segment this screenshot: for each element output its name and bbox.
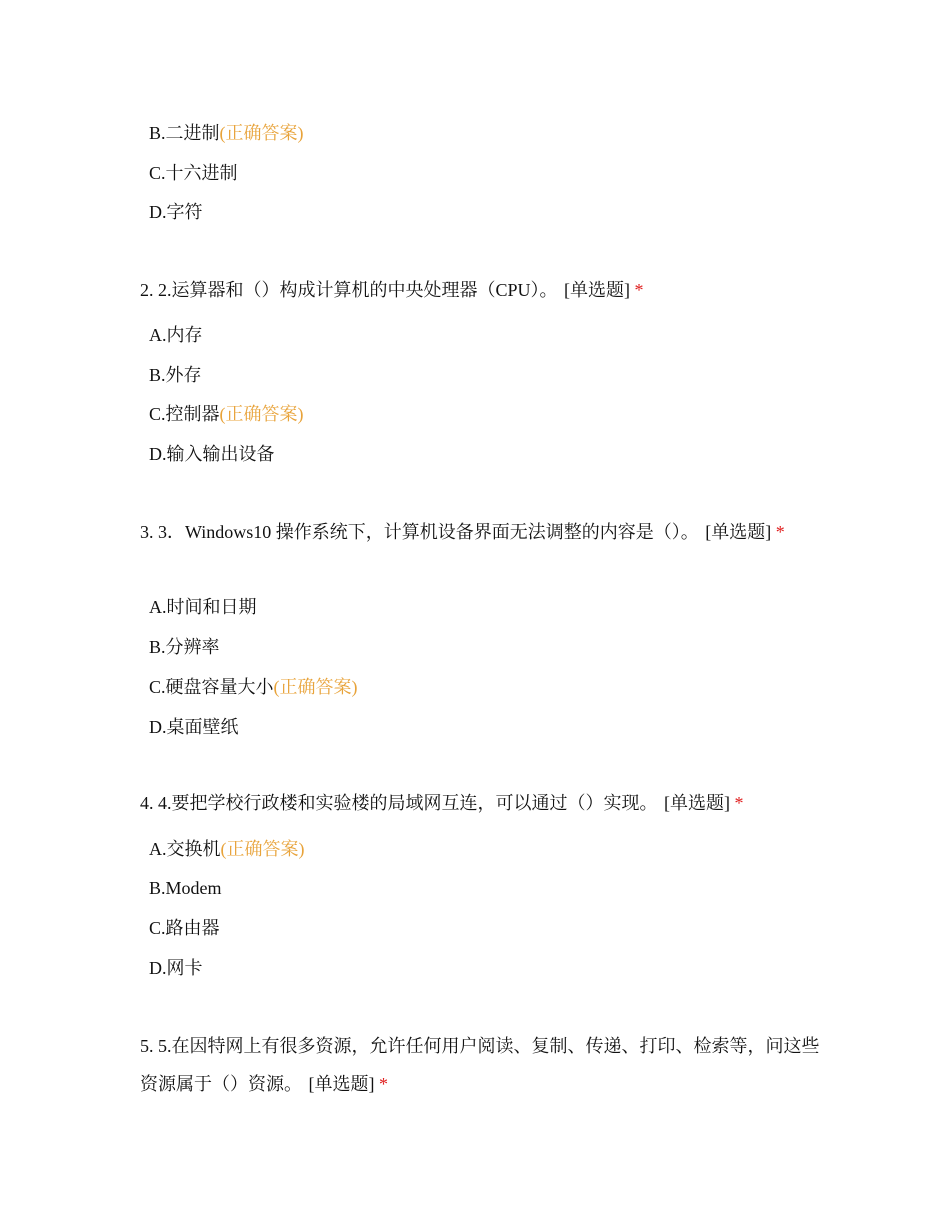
question-text: 2.运算器和（）构成计算机的中央处理器（CPU）。 [158, 280, 558, 300]
q4-option-b [149, 876, 222, 900]
question-4-title [140, 784, 820, 822]
option-letter: B. [149, 637, 166, 657]
option-letter: C. [149, 918, 166, 938]
question-3-title [140, 513, 820, 551]
q2-option-a [149, 323, 203, 347]
option-text: 交换机 [166, 839, 221, 859]
q2-option-c [149, 402, 304, 426]
question-type: [单选题] [664, 793, 730, 813]
option-letter: C. [149, 404, 166, 424]
correct-answer-marker: (正确答案) [219, 404, 304, 424]
option-text: 输入输出设备 [166, 444, 275, 464]
question-number: 5. [140, 1036, 158, 1056]
option-letter: B. [149, 878, 166, 898]
question-number: 3. [140, 522, 158, 542]
question-type: [单选题] [564, 280, 631, 300]
option-text: 十六进制 [165, 163, 238, 183]
option-text: 字符 [166, 202, 203, 222]
q3-option-b [149, 635, 220, 659]
q4-option-d [149, 956, 203, 980]
option-letter: D. [149, 444, 167, 464]
option-text: 路由器 [165, 918, 220, 938]
required-marker: * [634, 280, 644, 300]
option-text: 分辨率 [165, 637, 220, 657]
option-text: 网卡 [166, 958, 203, 978]
question-type: [单选题] [705, 522, 772, 542]
option-text: 时间和日期 [166, 597, 257, 617]
required-marker: * [775, 522, 785, 542]
q1-option-d [149, 200, 203, 224]
option-text: 桌面壁纸 [166, 717, 239, 737]
option-letter: D. [149, 202, 167, 222]
option-text: 内存 [166, 325, 203, 345]
q2-option-b [149, 363, 202, 387]
option-text: Modem [165, 878, 222, 898]
q1-option-c [149, 161, 238, 185]
q3-option-a [149, 595, 257, 619]
question-number: 2. [140, 280, 158, 300]
option-text: 外存 [165, 365, 202, 385]
option-letter: C. [149, 677, 166, 697]
required-marker: * [734, 793, 744, 813]
q3-option-d [149, 715, 239, 739]
question-text: 3．Windows10 操作系统下，计算机设备界面无法调整的内容是（）。 [158, 522, 699, 542]
option-letter: A. [149, 597, 167, 617]
question-text: 5.在因特网上有很多资源，允许任何用户阅读、复制、传递、打印、检索等，问这些资源属于（）资源。 [140, 1036, 820, 1094]
option-letter: A. [149, 839, 167, 859]
option-letter: C. [149, 163, 166, 183]
option-text: 二进制 [165, 123, 220, 143]
option-letter: B. [149, 365, 166, 385]
q3-option-c [149, 675, 358, 699]
question-type: [单选题] [308, 1074, 375, 1094]
option-text: 硬盘容量大小 [165, 677, 274, 697]
q4-option-c [149, 916, 220, 940]
option-letter: A. [149, 325, 167, 345]
question-text: 4.要把学校行政楼和实验楼的局域网互连，可以通过（）实现。 [158, 793, 658, 813]
correct-answer-marker: (正确答案) [220, 839, 305, 859]
question-number: 4. [140, 793, 158, 813]
correct-answer-marker: (正确答案) [219, 123, 304, 143]
correct-answer-marker: (正确答案) [273, 677, 358, 697]
option-letter: B. [149, 123, 166, 143]
option-text: 控制器 [165, 404, 220, 424]
q1-option-b [149, 121, 304, 145]
q4-option-a [149, 837, 305, 861]
required-marker: * [379, 1074, 388, 1094]
question-5-title [140, 1027, 820, 1103]
option-letter: D. [149, 717, 167, 737]
q2-option-d [149, 442, 275, 466]
option-letter: D. [149, 958, 167, 978]
question-2-title [140, 271, 820, 309]
